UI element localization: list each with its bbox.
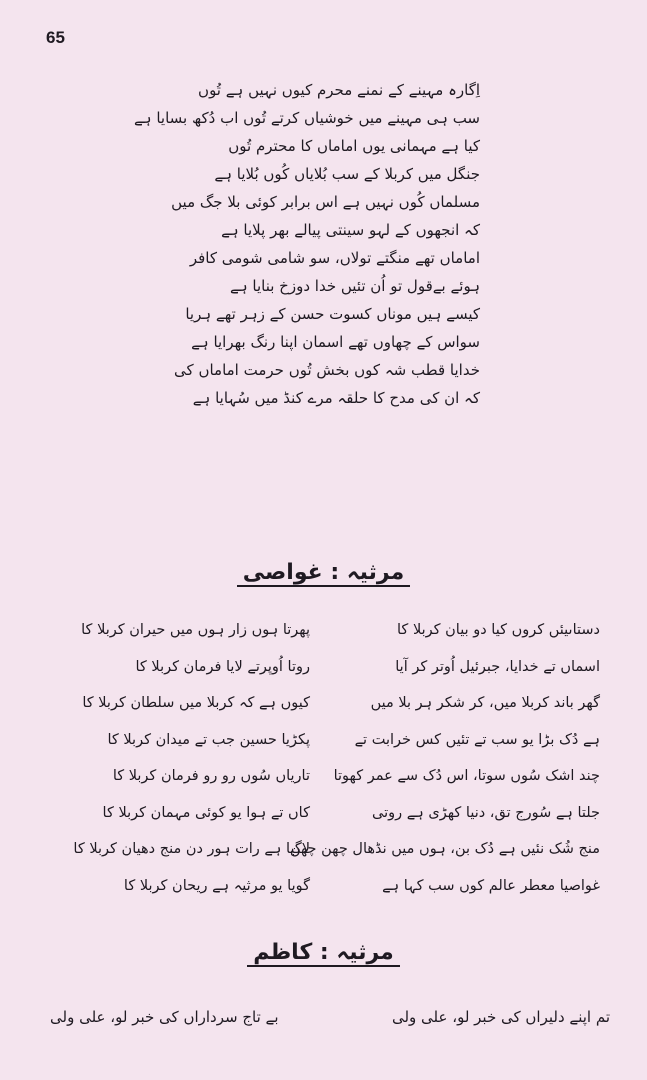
marsiya-line-left: گویا یو مرثیہ ہے ریحان کربلا کا [123, 877, 310, 894]
couplet-line-left: بے تاج سرداراں کی خبر لو، علی ولی [50, 1008, 279, 1026]
poem-line: اماماں تھے منگتے تولاں، سو شامی شومی کافر [189, 249, 480, 267]
marsiya-line-left: کاں تے ہوا یو کوئی مہمان کربلا کا [102, 804, 310, 821]
marsiya-row [55, 612, 600, 649]
marsiya-line-left: تاریاں سُوں رو رو فرمان کربلا کا [112, 768, 310, 785]
poem-line: خدایا قطب شہ کوں بخش تُوں حرمت اماماں کی [174, 361, 480, 379]
marsiya-line-left: لاگیا ہے رات ہور دن منج دھیان کربلا کا [73, 841, 310, 858]
marsiya-row [55, 758, 600, 795]
section-heading-ghawwasi: مرثیہ : غواصی [0, 560, 647, 585]
poem-line: کیا ہے مہمانی یوں اماماں کا محترم تُوں [228, 137, 480, 155]
poem-line: سواس کے چھاوں تھے اسمان اپنا رنگ بھرایا ہے [191, 333, 480, 351]
marsiya-line-right: جلتا ہے سُورج تق، دنیا کھڑی ہے روتی [372, 804, 600, 821]
poem-line: کیسے ہیں موناں کسوت حسن کے زہر تھے ہریا [185, 305, 480, 323]
marsiya-line-right: چند اشک سُوں سوتا، اس دُک سے عمر کھوتا [333, 768, 600, 785]
marsiya-line-left: کیوں ہے کہ کربلا میں سلطان کربلا کا [82, 695, 310, 712]
marsiya-line-right: اسماں تے خدایا، جبرئیل اُوتر کر آیا [395, 658, 600, 675]
poem-line: جنگل میں کربلا کے سب بُلایاں کُوں بُلایا ہے [214, 165, 480, 183]
poem-line: ہوئے بےقول تو اُن تئیں خدا دوزخ بنایا ہے [230, 277, 480, 295]
marsiya-line-left: روتا اُوپرتے لایا فرمان کربلا کا [135, 658, 310, 675]
poem-line: سب ہی مہینے میں خوشیاں کرتے تُوں اب دُکھ بسایا ہے [134, 109, 480, 127]
poem-line: کہ انجھوں کے لہو سینتی پیالے بھر پلایا ہے [221, 221, 480, 239]
marsiya-line-right: منج شُک نئیں ہے دُک بن، ہوں میں نڈھال چھن چھن [289, 841, 600, 858]
marsiya-row [55, 722, 600, 759]
poem-block [134, 76, 480, 412]
poem-line: کہ ان کی مدح کا حلقہ مرے کنڈ میں سُہایا ہے [192, 389, 480, 407]
marsiya-line-right: غواصیا معطر عالم کوں سب کہا ہے [382, 877, 600, 894]
couplet-line-right: تم اپنے دلیراں کی خبر لو، علی ولی [391, 1008, 610, 1026]
marsiya-line-right: ہے دُک بڑا یو سب تے تئیں کس خرابت تے [354, 731, 600, 748]
section-heading-kazim: مرثیہ : کاظم [0, 940, 647, 965]
marsiya-row [55, 649, 600, 686]
marsiya-line-right: گھر باند کربلا میں، کر شکر ہر بلا میں [370, 695, 600, 712]
final-couplet [50, 1008, 610, 1026]
marsiya-line-left: پکڑیا حسین جب تے میدان کربلا کا [107, 731, 310, 748]
marsiya-line-left: پھرتا ہوں زار ہوں میں حیران کربلا کا [81, 622, 310, 639]
poem-line: مسلماں کُوں نہیں ہے اس برابر کوئی بلا جگ میں [171, 193, 480, 211]
poem-line: اِگارہ مہینے کے نمنے محرم کیوں نہیں ہے تُوں [198, 81, 480, 99]
marsiya-columns [55, 612, 600, 904]
page-number: 65 [46, 28, 65, 47]
marsiya-row [55, 685, 600, 722]
marsiya-row [55, 831, 600, 868]
marsiya-line-right: دستاںیئں کروں کیا دو بیان کربلا کا [397, 622, 600, 639]
marsiya-row [55, 795, 600, 832]
marsiya-row [55, 868, 600, 905]
